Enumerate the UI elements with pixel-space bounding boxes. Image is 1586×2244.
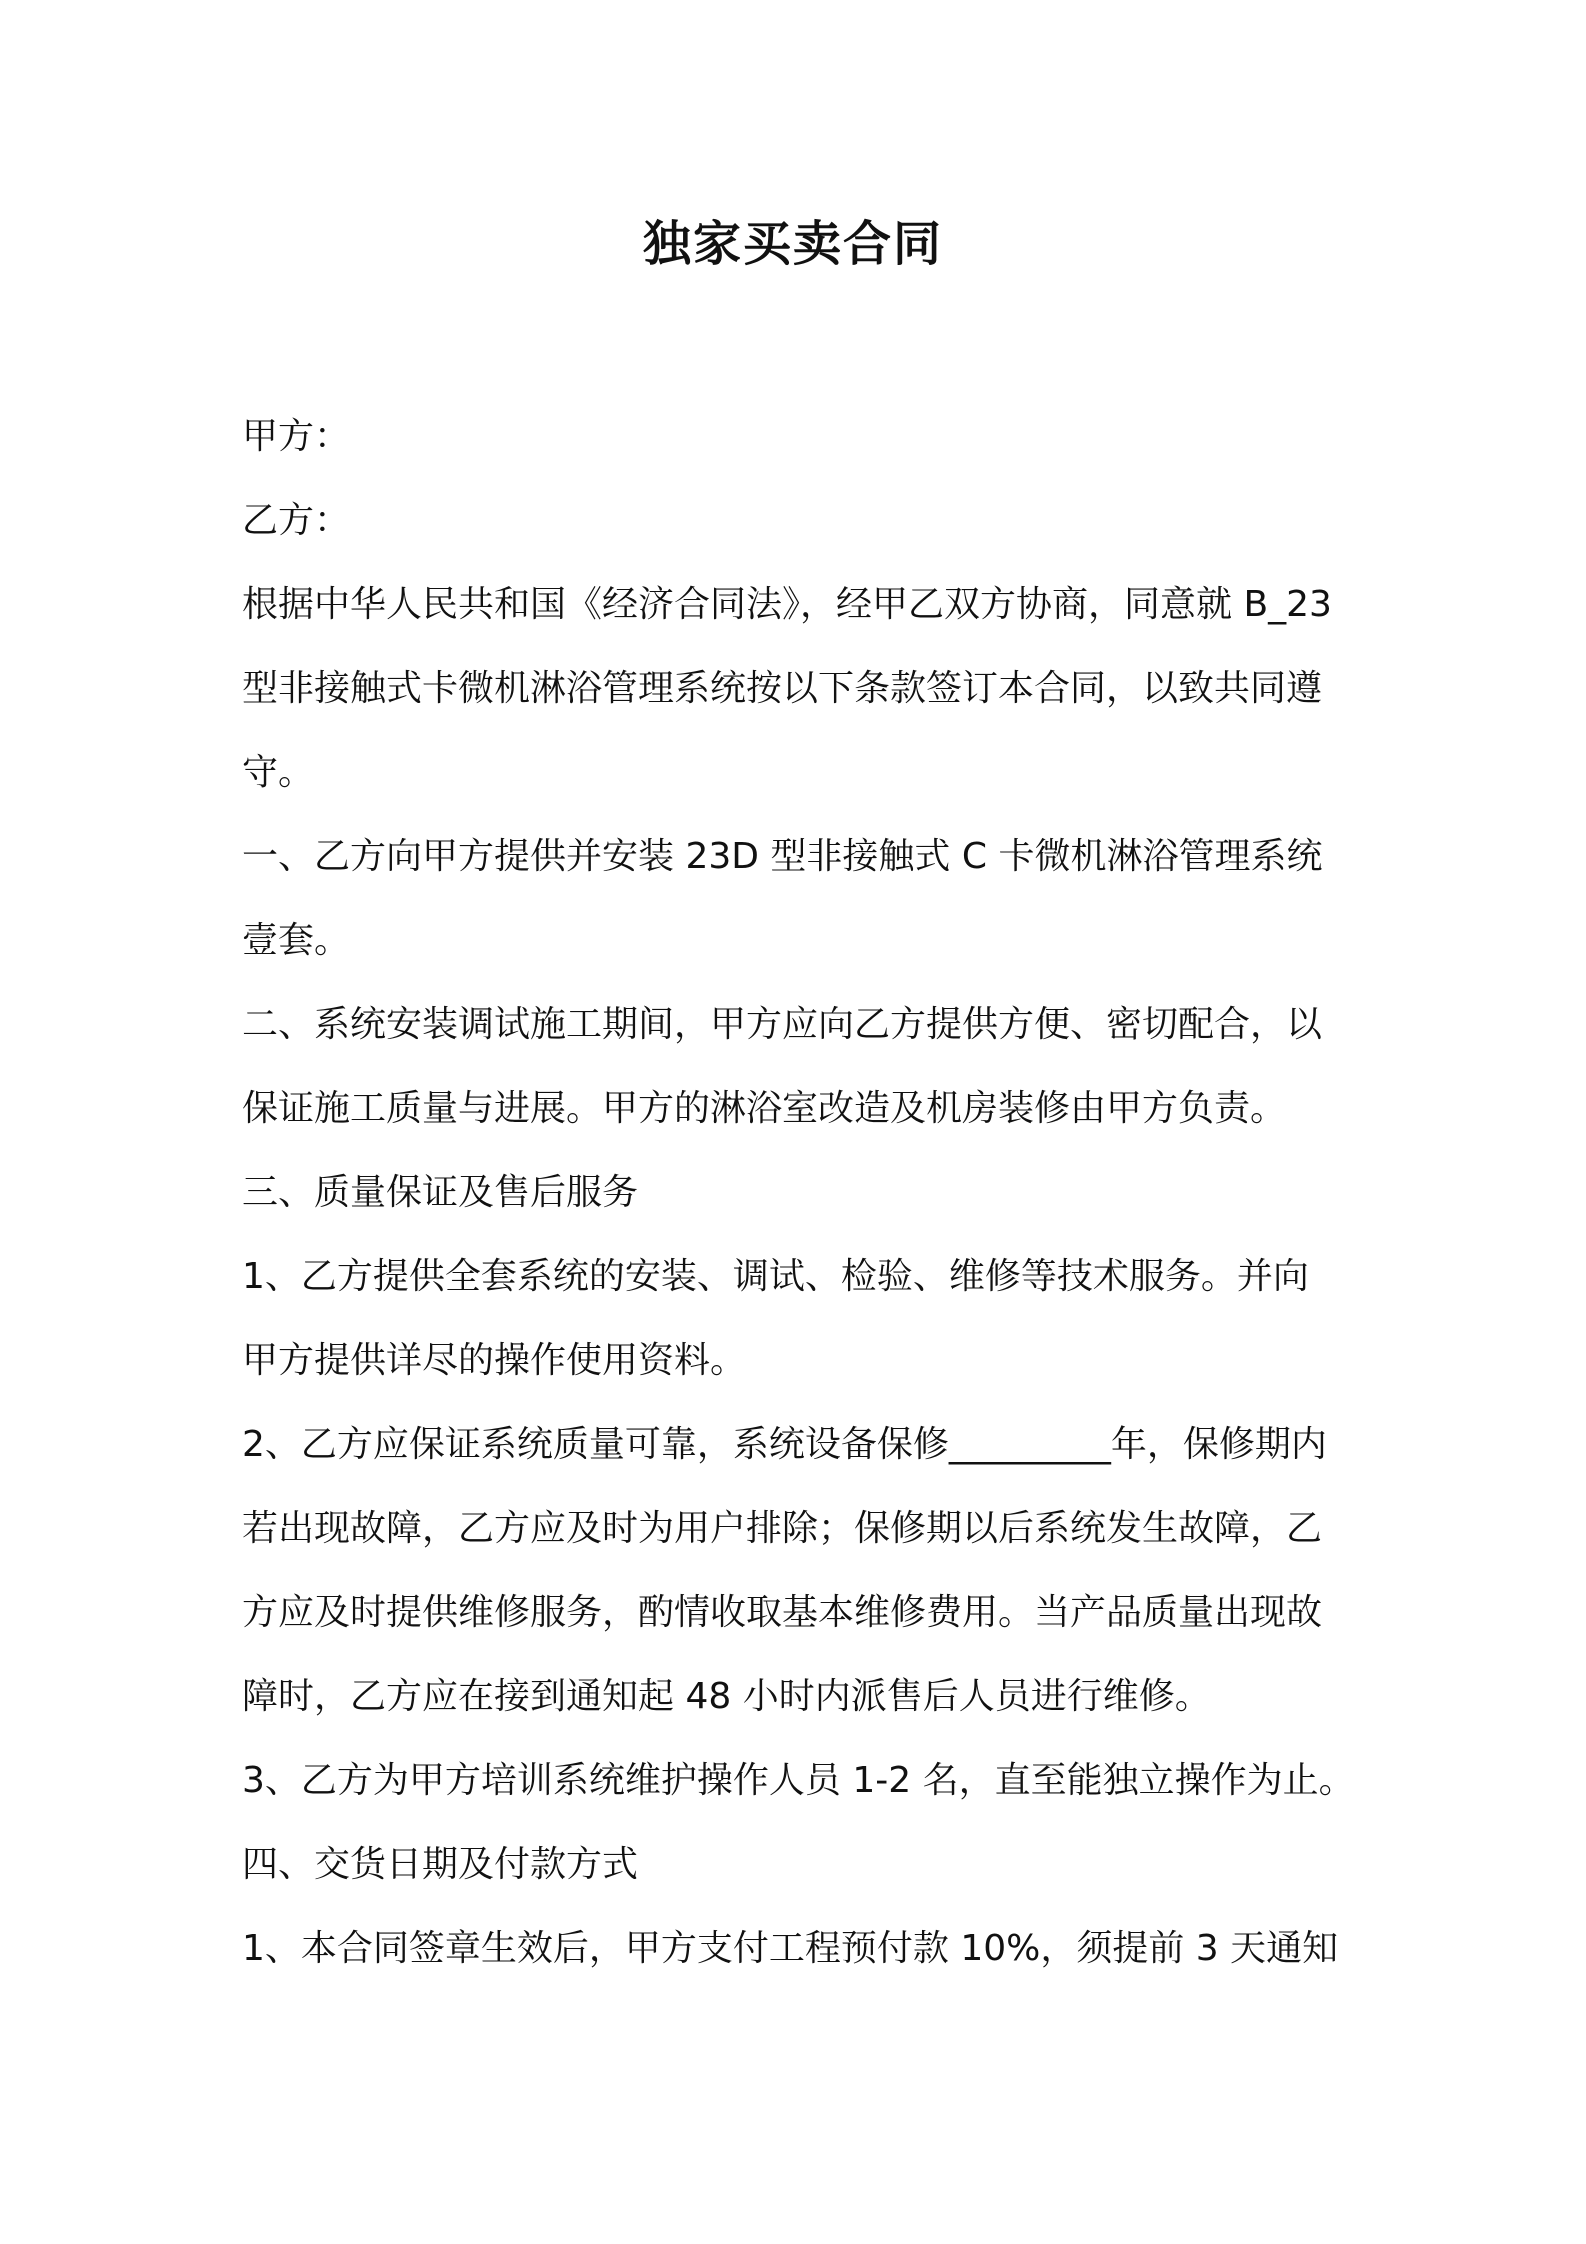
clause-1-line-2: 壹套。: [242, 920, 351, 961]
item-3-2-line-3: 方应及时提供维修服务，酌情收取基本维修费用。当产品质量出现故: [242, 1592, 1323, 1633]
item-3-2-line-2: 若出现故障，乙方应及时为用户排除；保修期以后系统发生故障，乙: [242, 1508, 1323, 1549]
clause-1-line-1: 一、乙方向甲方提供并安装 23D 型非接触式 C 卡微机淋浴管理系统: [242, 836, 1323, 877]
item-3-2-line-4: 障时，乙方应在接到通知起 48 小时内派售后人员进行维修。: [242, 1676, 1211, 1717]
document-title: 独家买卖合同: [642, 216, 943, 272]
preamble-line-3: 守。: [242, 752, 315, 793]
section-4-heading: 四、交货日期及付款方式: [242, 1844, 639, 1885]
party-a-line: 甲方：: [242, 416, 351, 457]
item-3-3-line-1: 3、乙方为甲方培训系统维护操作人员 1-2 名，直至能独立操作为止。: [242, 1760, 1355, 1801]
section-3-heading: 三、质量保证及售后服务: [242, 1172, 639, 1213]
preamble-line-1: 根据中华人民共和国《经济合同法》，经甲乙双方协商，同意就 B_23: [242, 584, 1332, 625]
item-4-1-line-1: 1、本合同签章生效后，甲方支付工程预付款 10%，须提前 3 天通知: [242, 1928, 1339, 1969]
clause-2-line-2: 保证施工质量与进展。甲方的淋浴室改造及机房装修由甲方负责。: [242, 1088, 1287, 1129]
item-3-1-line-1: 1、乙方提供全套系统的安装、调试、检验、维修等技术服务。并向: [242, 1256, 1309, 1297]
item-3-1-line-2: 甲方提供详尽的操作使用资料。: [242, 1340, 747, 1381]
party-b-line: 乙方：: [242, 500, 351, 541]
preamble-line-2: 型非接触式卡微机淋浴管理系统按以下条款签订本合同，以致共同遵: [242, 668, 1323, 709]
clause-2-line-1: 二、系统安装调试施工期间，甲方应向乙方提供方便、密切配合，以: [242, 1004, 1323, 1045]
item-3-2-line-1: 2、乙方应保证系统质量可靠，系统设备保修_________年，保修期内: [242, 1424, 1327, 1465]
